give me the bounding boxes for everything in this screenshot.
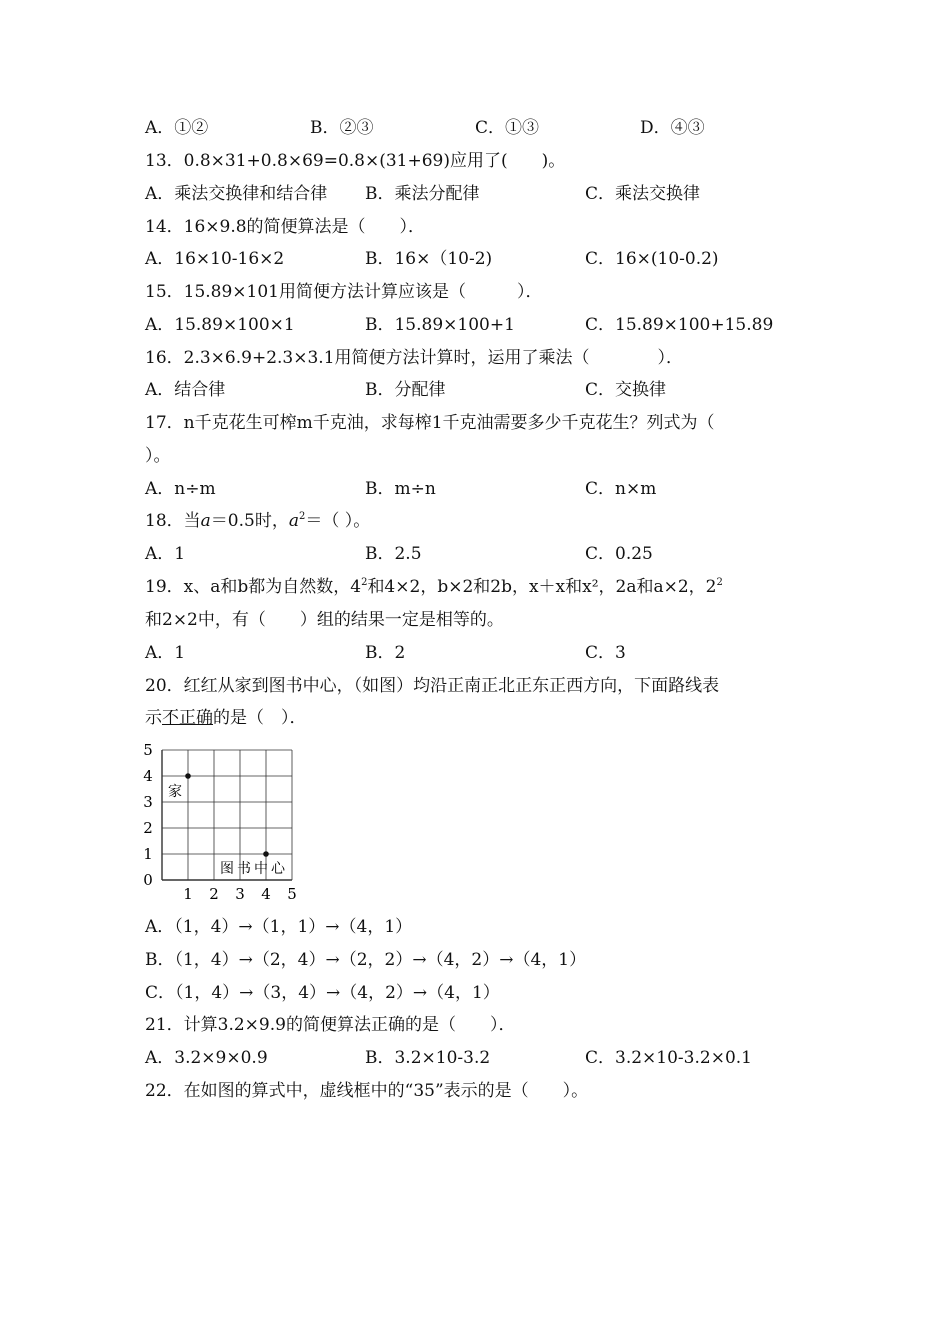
q17-option-c: C．n×m <box>585 479 657 499</box>
q18-stem-prefix: 18．当 <box>145 511 201 531</box>
q18-option-a: A．1 <box>145 544 186 564</box>
y-tick-label: 0 <box>143 871 153 889</box>
y-tick-label: 3 <box>143 793 153 811</box>
y-tick-label: 2 <box>143 819 153 837</box>
x-tick-label: 4 <box>261 885 271 903</box>
q18-stem <box>145 509 370 533</box>
q15-stem: 15．15.89×101用简便方法计算应该是（ ）． <box>145 282 543 302</box>
q15-option-c: C．15.89×100+15.89 <box>585 315 774 335</box>
q20-stem-line1: 20．红红从家到图书中心，（如图）均沿正南正北正东正西方向，下面路线表 <box>145 676 720 696</box>
q19-stem-part1: 19．x、a和b都为自然数，4 <box>145 577 362 597</box>
q19-sup1: 2 <box>361 577 368 588</box>
x-tick-label: 3 <box>235 885 245 903</box>
y-axis-ticks <box>143 741 153 889</box>
q17-option-a: A．n÷m <box>145 479 216 499</box>
q14-option-a: A．16×10-16×2 <box>145 249 285 269</box>
q22-stem: 22．在如图的算式中，虚线框中的“35”表示的是（ ）。 <box>145 1081 589 1101</box>
y-tick-label: 4 <box>143 767 153 785</box>
x-axis-ticks <box>183 885 297 903</box>
x-tick-label: 5 <box>287 885 297 903</box>
library-label: 图书中心 <box>220 861 288 877</box>
q19-sup2: 2 <box>716 577 723 588</box>
q21-option-b: B．3.2×10-3.2 <box>365 1048 491 1068</box>
q18-stem-suffix: ＝（ ）。 <box>305 511 371 531</box>
q21-option-a: A．3.2×9×0.9 <box>145 1048 268 1068</box>
q13-option-a: A．乘法交换律和结合律 <box>145 184 328 204</box>
q13-option-b: B．乘法分配律 <box>365 184 480 204</box>
q16-stem: 16．2.3×6.9+2.3×3.1用简便方法计算时，运用了乘法（ ）． <box>145 348 684 368</box>
q21-option-c: C．3.2×10-3.2×0.1 <box>585 1048 752 1068</box>
q20-stem-post: 的是（ ）． <box>213 708 307 728</box>
coordinate-grid-figure <box>138 738 313 908</box>
q20-stem-line2 <box>145 706 307 730</box>
q20-underlined-not-correct: 不正确 <box>162 708 213 728</box>
q13-option-c: C．乘法交换律 <box>585 184 701 204</box>
q12-option-a: A．①② <box>145 118 209 138</box>
q20-option-a: A．（1，4）→（1，1）→（4，1） <box>145 917 413 937</box>
q15-option-b: B．15.89×100+1 <box>365 315 515 335</box>
q20-option-c: C．（1，4）→（3，4）→（4，2）→（4，1） <box>145 983 500 1003</box>
q14-option-c: C．16×(10-0.2) <box>585 249 719 269</box>
q18-var-a2: a <box>288 511 299 531</box>
q14-stem: 14．16×9.8的简便算法是（ ）． <box>145 217 426 237</box>
q16-option-b: B．分配律 <box>365 380 446 400</box>
q12-option-b: B．②③ <box>310 118 374 138</box>
home-label: 家 <box>168 784 182 800</box>
q20-stem-pre: 示 <box>145 708 162 728</box>
q18-option-c: C．0.25 <box>585 544 653 564</box>
q20-option-b: B．（1，4）→（2，4）→（2，2）→（4，2）→（4，1） <box>145 950 587 970</box>
q12-option-d: D．④③ <box>640 118 705 138</box>
library-point <box>263 851 269 857</box>
x-tick-label: 1 <box>183 885 193 903</box>
y-tick-label: 5 <box>143 741 153 759</box>
q18-option-b: B．2.5 <box>365 544 422 564</box>
q19-option-a: A．1 <box>145 643 186 663</box>
q18-var-a: a <box>200 511 211 531</box>
q15-option-a: A．15.89×100×1 <box>145 315 295 335</box>
q18-exponent: 2 <box>298 511 306 522</box>
x-tick-label: 2 <box>209 885 219 903</box>
y-tick-label: 1 <box>143 845 153 863</box>
q17-option-b: B．m÷n <box>365 479 436 499</box>
q19-stem-line2: 和2×2中，有（ ）组的结果一定是相等的。 <box>145 610 504 630</box>
q16-option-c: C．交换律 <box>585 380 667 400</box>
home-point <box>185 773 191 779</box>
q21-stem: 21．计算3.2×9.9的简便算法正确的是（ ）． <box>145 1015 516 1035</box>
q17-stem-line2: ）。 <box>145 446 171 466</box>
q12-option-c: C．①③ <box>475 118 540 138</box>
q13-stem: 13．0.8×31+0.8×69=0.8×(31+69)应用了( )。 <box>145 151 566 171</box>
q19-stem-part2: 和4×2，b×2和2b，x＋x和x²，2a和a×2，2 <box>367 577 717 597</box>
q19-option-b: B．2 <box>365 643 406 663</box>
q14-option-b: B．16×（10-2) <box>365 249 493 269</box>
q17-stem-line1: 17．n千克花生可榨m千克油，求每榨1千克油需要多少千克花生？列式为（ <box>145 413 715 433</box>
q19-option-c: C．3 <box>585 643 626 663</box>
q18-stem-mid: ＝0.5时， <box>210 511 289 531</box>
q19-stem-line1 <box>145 575 723 599</box>
q16-option-a: A．结合律 <box>145 380 226 400</box>
